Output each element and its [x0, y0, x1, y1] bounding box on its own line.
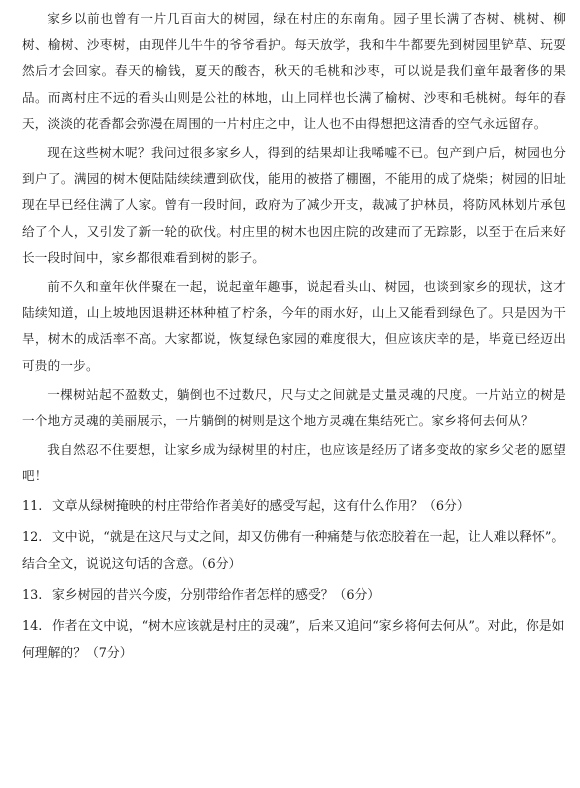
question-text: 家乡树园的昔兴今废，分别带给作者怎样的感受？（6分） — [52, 587, 381, 603]
passage-paragraph-5: 我自然忍不住要想，让家乡成为绿树里的村庄，也应该是经历了诸多变故的家乡父老的愿望吧！ — [22, 442, 566, 484]
question-text: 文章从绿树掩映的村庄带给作者美好的感受写起，这有什么作用？（6分） — [52, 498, 470, 514]
passage-paragraph-1: 家乡以前也曾有一片几百亩大的树园，绿在村庄的东南角。园子里长满了杏树、桃树、柳树、榆树、沙枣树，由现伴儿牛牛的爷爷看护。每天放学，我和牛牛都要先到树园里铲草、玩耍然后才会回家。春天的榆钱，夏天的酸杏，秋天的毛桃和沙枣，可以说是我们童年最奢侈的果品。而离村庄不远的看头山则是公社的林地，山上同样也长满了榆树、沙枣和毛桃树。每年的春天，淡淡的花香都会弥漫在周围的一片村庄之中，让人也不由得想把这清香的空气永远留存。 — [22, 11, 566, 131]
passage-paragraph-4: 一棵树站起不盈数丈，躺倒也不过数尺，尺与丈之间就是丈量灵魂的尺度。一片站立的树是一个地方灵魂的美丽展示，一片躺倒的树则是这个地方灵魂在集结死亡。家乡将何去何从？ — [22, 386, 566, 429]
question-13 — [22, 582, 566, 609]
question-text: 文中说，“就是在这尺与丈之间，却又仿佛有一种痛楚与依恋胶着在一起，让人难以释怀”。结合全文，说说这句话的含意。（6分） — [22, 529, 565, 572]
question-text: 作者在文中说，“树木应该就是村庄的灵魂”，后来又追问“家乡将何去何从”。对此，你是如何理解的？（7分） — [22, 618, 565, 661]
question-14 — [22, 613, 566, 667]
question-12 — [22, 524, 566, 578]
question-number: 14. — [22, 618, 43, 634]
question-number: 12. — [22, 529, 43, 545]
question-number: 11. — [22, 498, 43, 514]
passage-paragraph-3: 前不久和童年伙伴聚在一起，说起童年趣事，说起看头山、树园，也谈到家乡的现状，这才陆续知道，山上坡地因退耕还林种植了柠条，今年的雨水好，山上又能看到绿色了。只是因为干旱，树木的成活率不高。大家都说，恢复绿色家园的难度很大，但应该庆幸的是，毕竟已经迈出可贵的一步。 — [22, 279, 566, 373]
question-number: 13. — [22, 587, 43, 603]
passage-paragraph-2: 现在这些树木呢？我问过很多家乡人，得到的结果却让我唏嘘不已。包产到户后，树园也分到户了。满园的树木便陆陆续续遭到砍伐，能用的被搭了棚圈，不能用的成了烧柴；树园的旧址现在早已经住满了人家。曾有一段时间，政府为了减少开支，裁减了护林员，将防风林划片承包给了个人，又引发了新一轮的砍伐。村庄里的树木也因庄院的改建而了无踪影，以至于在后来好长一段时间中，家乡都很难看到树的影子。 — [22, 145, 566, 265]
question-11 — [22, 493, 566, 520]
